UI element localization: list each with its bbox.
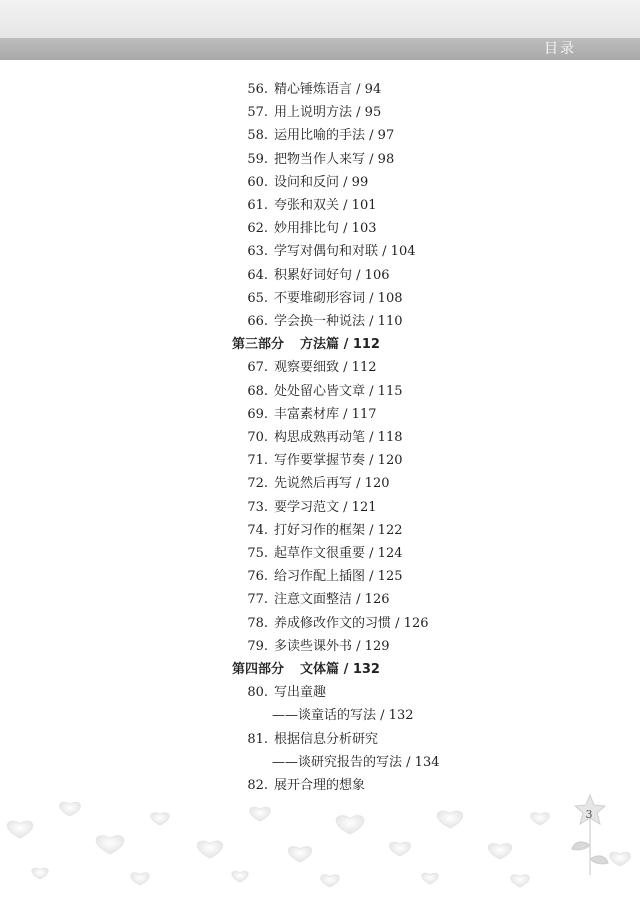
- toc-entry: [244, 683, 326, 703]
- entry-page: / 115: [369, 383, 403, 399]
- entry-page: / 118: [369, 430, 403, 445]
- entry-page: / 126: [395, 615, 429, 631]
- entry-title: 不要堆砌形容词: [274, 290, 366, 306]
- entry-title: 积累好词好句: [274, 267, 353, 283]
- entry-number: 78.: [247, 615, 268, 631]
- entry-page: / 117: [343, 406, 377, 422]
- entry-page: / 112: [343, 360, 377, 376]
- entry-number: 69.: [247, 406, 268, 422]
- toc-entry: [244, 126, 394, 146]
- entry-page: / 129: [356, 638, 390, 654]
- toc-entry: [244, 544, 402, 564]
- entry-title: 给习作配上插图: [274, 569, 366, 585]
- entry-page: / 101: [343, 198, 377, 213]
- top-band: [0, 0, 640, 38]
- toc-entry: [244, 521, 402, 541]
- entry-number: 70.: [247, 430, 268, 445]
- toc-entry: [244, 80, 381, 100]
- entry-number: 64.: [247, 267, 268, 283]
- entry-number: 60.: [247, 174, 268, 190]
- entry-page: / 110: [369, 314, 403, 329]
- entry-page: / 134: [406, 754, 440, 770]
- entry-number: 79.: [247, 638, 268, 654]
- entry-title: 写出童趣: [274, 685, 327, 701]
- section-name: 方法篇: [300, 337, 340, 353]
- entry-title: 运用比喻的手法: [274, 128, 366, 144]
- entry-title: 养成修改作文的习惯: [274, 615, 392, 631]
- entry-title: 打好习作的框架: [274, 522, 366, 538]
- entry-number: 73.: [247, 499, 268, 515]
- toc-entry: [244, 474, 389, 494]
- entry-page: / 122: [369, 522, 403, 538]
- toc-entry: [244, 358, 376, 378]
- entry-title: 学会换一种说法: [274, 314, 366, 329]
- entry-title: 把物当作人来写: [274, 151, 366, 167]
- toc-entry: [244, 498, 376, 518]
- section-heading: [232, 335, 380, 355]
- entry-page: / 103: [343, 221, 377, 237]
- entry-title: 设问和反问: [274, 174, 340, 190]
- section-label: 第三部分: [232, 337, 285, 353]
- entry-number: 75.: [247, 546, 268, 561]
- entry-number: 68.: [247, 383, 268, 399]
- toc-entry: [244, 103, 381, 123]
- entry-number: 62.: [247, 221, 268, 237]
- entry-page: / 104: [382, 244, 416, 260]
- entry-title: 处处留心皆文章: [274, 383, 366, 399]
- heart-flower-decoration: [0, 787, 640, 897]
- toc-entry: [244, 219, 376, 239]
- entry-title: 妙用排比句: [274, 221, 340, 237]
- entry-title: 夸张和双关: [274, 198, 340, 213]
- entry-title: 观察要细致: [274, 360, 340, 376]
- page-number: 3: [585, 808, 593, 821]
- entry-page: / 99: [343, 174, 369, 190]
- entry-number: 74.: [247, 522, 268, 538]
- entry-subtitle: ——谈童话的写法: [272, 708, 377, 724]
- toc-entry: [244, 289, 402, 309]
- entry-page: / 108: [369, 290, 403, 306]
- entry-title: 展开合理的想象: [274, 778, 366, 793]
- section-label: 第四部分: [232, 662, 285, 677]
- section-page: / 112: [343, 337, 380, 353]
- entry-page: / 121: [343, 499, 377, 515]
- entry-title: 多读些课外书: [274, 638, 353, 654]
- entry-number: 56.: [247, 82, 268, 97]
- header-bar: [0, 38, 640, 60]
- section-page: / 132: [343, 662, 380, 677]
- toc-entry: [244, 150, 394, 170]
- header-title: 目录: [544, 41, 576, 57]
- entry-title: 学写对偶句和对联: [274, 244, 379, 260]
- entry-title: 根据信息分析研究: [274, 731, 379, 747]
- section-name: 文体篇: [300, 662, 340, 677]
- toc-entry: [244, 637, 389, 657]
- entry-number: 57.: [247, 105, 268, 121]
- entry-title: 先说然后再写: [274, 476, 353, 492]
- entry-number: 76.: [247, 569, 268, 585]
- toc-entry: [244, 614, 428, 634]
- entry-title: 构思成熟再动笔: [274, 430, 366, 445]
- entry-page: / 98: [369, 151, 395, 167]
- entry-page: / 124: [369, 546, 403, 561]
- toc-subentry: [272, 706, 413, 726]
- entry-page: / 94: [356, 82, 382, 97]
- entry-number: 66.: [247, 314, 268, 329]
- entry-subtitle: ——谈研究报告的写法: [272, 754, 403, 770]
- entry-number: 58.: [247, 128, 268, 144]
- toc-entry: [244, 590, 389, 610]
- toc-entry: [244, 428, 402, 448]
- toc-entry: [244, 266, 389, 286]
- entry-page: / 106: [356, 267, 390, 283]
- entry-page: / 120: [356, 476, 390, 492]
- entry-number: 77.: [247, 592, 268, 608]
- entry-title: 起草作文很重要: [274, 546, 366, 561]
- entry-page: / 132: [380, 708, 414, 724]
- toc-entry: [244, 382, 402, 402]
- entry-number: 65.: [247, 290, 268, 306]
- entry-title: 注意文面整洁: [274, 592, 353, 608]
- toc-entry: [244, 405, 376, 425]
- entry-title: 用上说明方法: [274, 105, 353, 121]
- toc-entry: [244, 242, 415, 262]
- entry-number: 81.: [247, 731, 268, 747]
- toc-entry: [244, 173, 368, 193]
- entry-page: / 125: [369, 569, 403, 585]
- entry-number: 72.: [247, 476, 268, 492]
- entry-number: 71.: [247, 453, 268, 469]
- entry-number: 82.: [247, 778, 268, 793]
- toc-entry: [244, 730, 378, 750]
- entry-number: 80.: [247, 685, 268, 701]
- toc-entry: [244, 567, 402, 587]
- entry-page: / 120: [369, 453, 403, 469]
- toc-entry: [244, 312, 402, 332]
- toc-subentry: [272, 753, 439, 773]
- entry-page: / 97: [369, 128, 395, 144]
- entry-number: 61.: [247, 198, 268, 213]
- entry-title: 要学习范文: [274, 499, 340, 515]
- section-heading: [232, 660, 380, 680]
- entry-number: 67.: [247, 360, 268, 376]
- entry-title: 写作要掌握节奏: [274, 453, 366, 469]
- toc-entry: [244, 196, 376, 216]
- entry-number: 59.: [247, 151, 268, 167]
- entry-number: 63.: [247, 244, 268, 260]
- entry-page: / 126: [356, 592, 390, 608]
- entry-page: / 95: [356, 105, 382, 121]
- entry-title: 丰富素材库: [274, 406, 340, 422]
- toc-entry: [244, 451, 402, 471]
- entry-title: 精心锤炼语言: [274, 82, 353, 97]
